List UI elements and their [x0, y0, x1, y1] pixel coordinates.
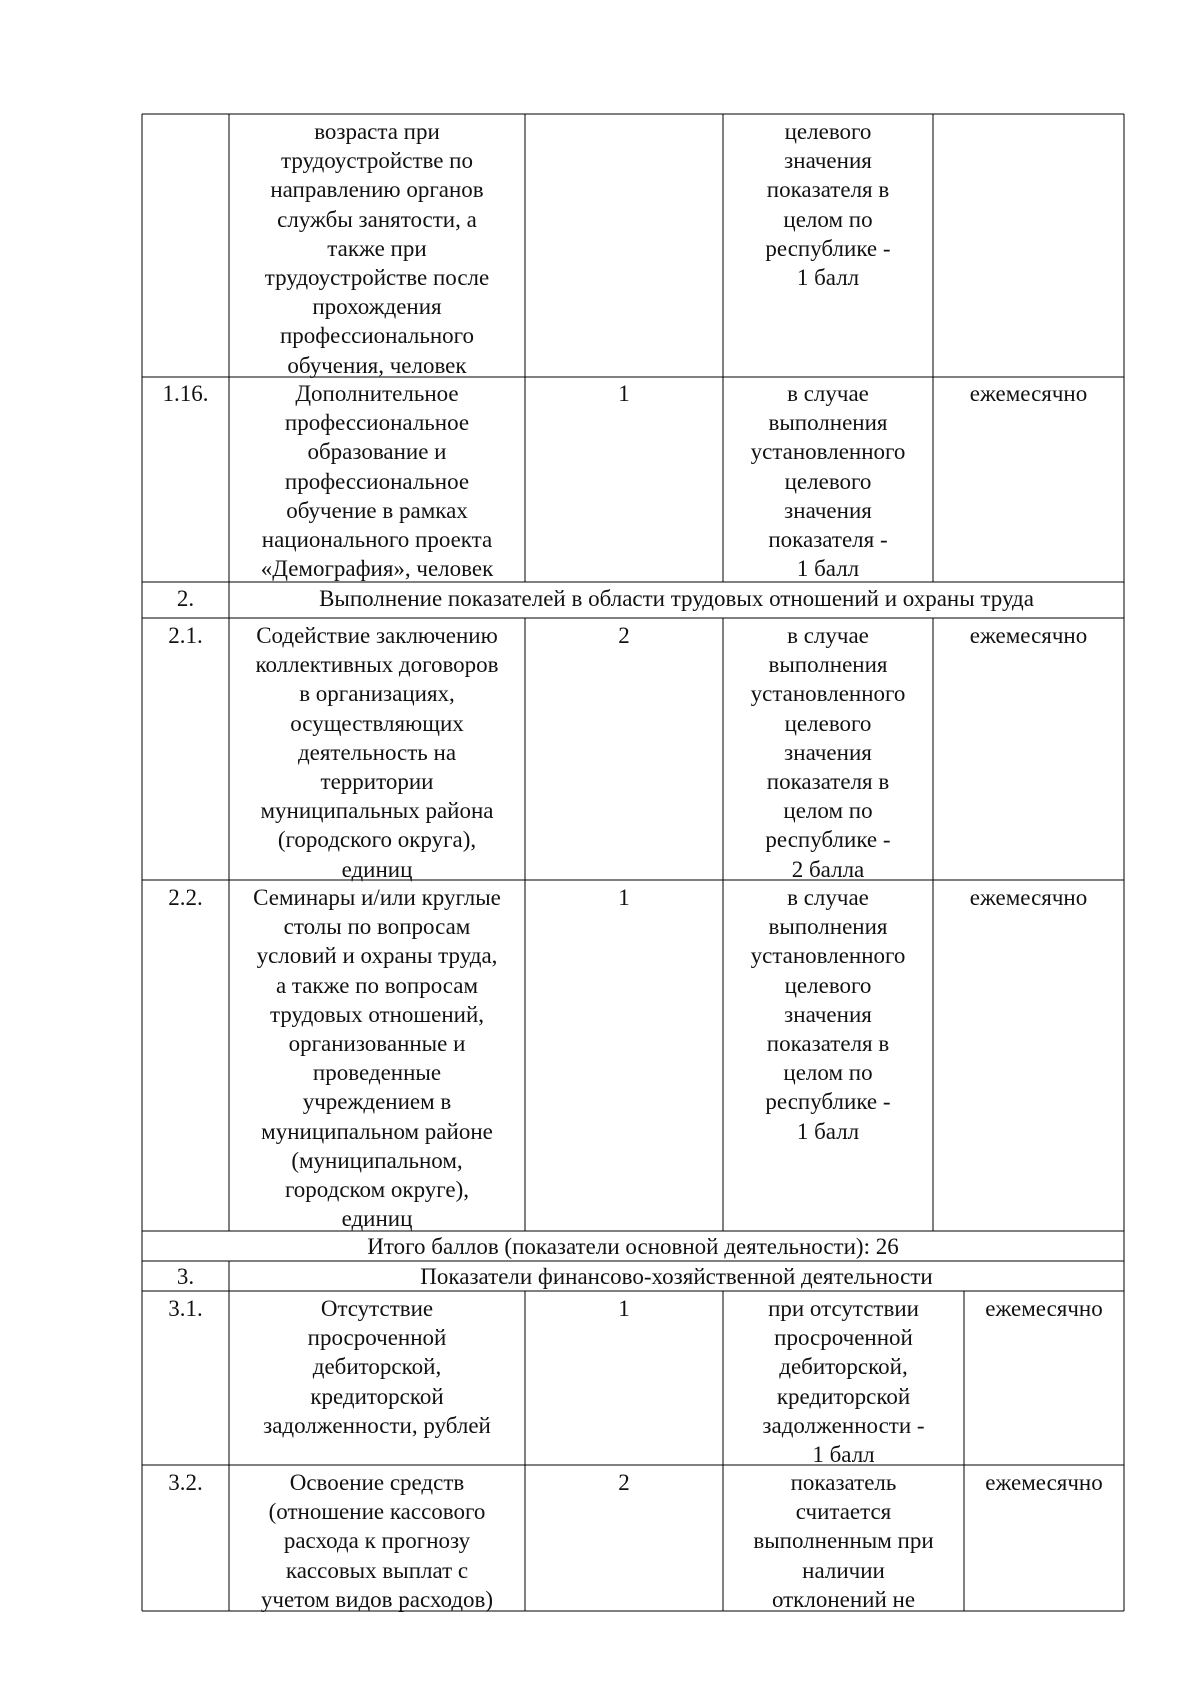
row-0-indicator: возраста при трудоустройстве по направлению органов службы занятости, а также при трудоустройстве после прохождения профессионального обучения, человек [264, 119, 490, 378]
total-points-row: Итого баллов (показатели основной деятельности): 26 [367, 1234, 899, 1259]
row-2-2-condition: в случае выполнения установленного целевого значения показателя в целом по республике - 1 балл [750, 885, 906, 1144]
row-3-1-condition: при отсутствии просроченной дебиторской, кредиторской задолженности - 1 балл [762, 1296, 925, 1468]
row-2-1-condition: в случае выполнения установленного целевого значения показателя в целом по республике - 2 балла [750, 623, 906, 882]
row-2-1-period: ежемесячно [969, 623, 1088, 648]
row-3-1-indicator: Отсутствие просроченной дебиторской, кредиторской задолженности, рублей [263, 1296, 491, 1438]
row-2-2-points: 1 [618, 885, 630, 910]
row-3-2-period: ежемесячно [985, 1470, 1103, 1495]
row-2-1-number: 2.1. [168, 623, 203, 648]
row-3-2-number: 3.2. [168, 1470, 203, 1495]
row-3-2-condition: показатель считается выполненным при наличии отклонений не [753, 1470, 934, 1612]
row-3-2-points: 2 [618, 1470, 630, 1495]
row-1-16-period: ежемесячно [969, 381, 1088, 406]
section-2-number: 2. [176, 586, 195, 611]
row-2-2-period: ежемесячно [969, 885, 1088, 910]
row-3-1-period: ежемесячно [985, 1296, 1103, 1321]
row-3-2-indicator: Освоение средств (отношение кассового расхода к прогнозу кассовых выплат с учетом видов расходов) [260, 1470, 494, 1612]
row-0-condition: целевого значения показателя в целом по республике - 1 балл [765, 119, 891, 291]
row-2-1-indicator: Содействие заключению коллективных договоров в организациях, осуществляющих деятельность на территории муниципальных района (городского округа), единиц [255, 623, 499, 882]
row-3-1-points: 1 [618, 1296, 630, 1321]
row-2-1-points: 2 [618, 623, 630, 648]
section-3-title: Показатели финансово-хозяйственной деятельности [420, 1264, 933, 1289]
section-2-title: Выполнение показателей в области трудовых отношений и охраны труда [319, 586, 1034, 611]
row-1-16-points: 1 [618, 381, 630, 406]
row-3-1-number: 3.1. [168, 1296, 203, 1321]
row-2-2-indicator: Семинары и/или круглые столы по вопросам условий и охраны труда, а также по вопросам трудовых отношений, организованные и проведенные учреждением в муниципальном районе (муниципальном, городском округе), единиц [253, 885, 501, 1232]
row-2-2-number: 2.2. [168, 885, 203, 910]
row-1-16-indicator: Дополнительное профессиональное образование и профессиональное обучение в рамках национального проекта «Демография», человек [260, 381, 494, 582]
row-1-16-condition: в случае выполнения установленного целевого значения показателя - 1 балл [750, 381, 906, 582]
row-1-16-number: 1.16. [162, 381, 209, 406]
section-3-number: 3. [176, 1264, 195, 1289]
